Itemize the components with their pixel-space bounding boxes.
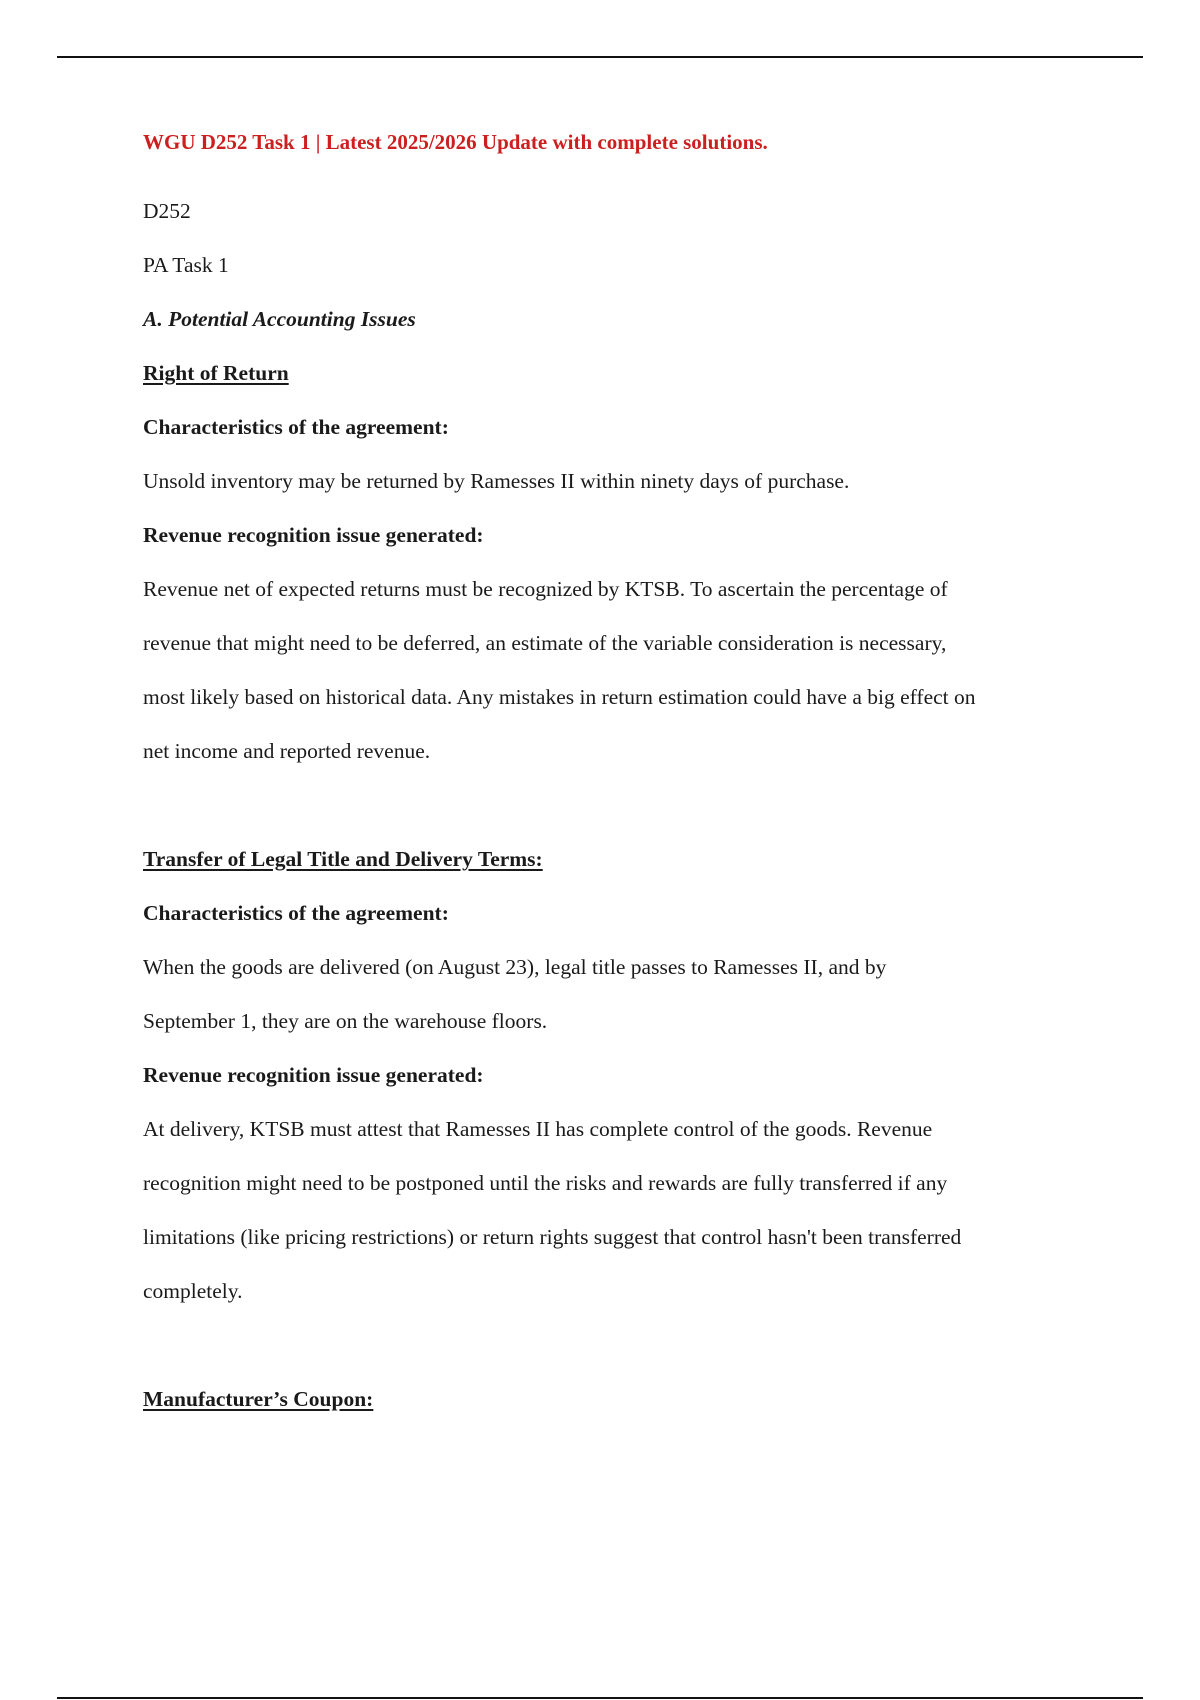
top-rule [57,56,1143,58]
right-of-return-heading: Right of Return [143,361,289,385]
characteristics-label: Characteristics of the agreement: [143,901,449,925]
manufacturers-coupon-heading: Manufacturer’s Coupon: [143,1387,374,1411]
issue-line: At delivery, KTSB must attest that Ramesses II has complete control of the goods. Revenue [143,1117,933,1141]
issue-line: revenue that might need to be deferred, an estimate of the variable consideration is necessary, [143,631,947,655]
document-body [143,126,1083,1426]
issue-label: Revenue recognition issue generated: [143,1063,484,1087]
characteristics-label: Characteristics of the agreement: [143,415,449,439]
issue-line: limitations (like pricing restrictions) or return rights suggest that control hasn't been transferred [143,1225,962,1249]
characteristics-text: Unsold inventory may be returned by Ramesses II within ninety days of purchase. [143,469,850,493]
section-heading: A. Potential Accounting Issues [143,307,416,331]
issue-line: recognition might need to be postponed until the risks and rewards are fully transferred if any [143,1171,948,1195]
section-spacer [143,1318,1083,1372]
issue-line: completely. [143,1279,243,1303]
bottom-rule [57,1697,1143,1699]
issue-label: Revenue recognition issue generated: [143,523,484,547]
characteristics-line: September 1, they are on the warehouse floors. [143,1009,548,1033]
document-title: WGU D252 Task 1 | Latest 2025/2026 Update with complete solutions. [143,130,768,154]
section-spacer [143,778,1083,832]
issue-line: most likely based on historical data. Any mistakes in return estimation could have a big effect on [143,685,976,709]
course-code: D252 [143,199,191,223]
characteristics-line: When the goods are delivered (on August 23), legal title passes to Ramesses II, and by [143,955,887,979]
transfer-of-title-heading: Transfer of Legal Title and Delivery Terms: [143,847,543,871]
issue-line: Revenue net of expected returns must be recognized by KTSB. To ascertain the percentage of [143,577,948,601]
issue-line: net income and reported revenue. [143,739,431,763]
task-label: PA Task 1 [143,253,229,277]
